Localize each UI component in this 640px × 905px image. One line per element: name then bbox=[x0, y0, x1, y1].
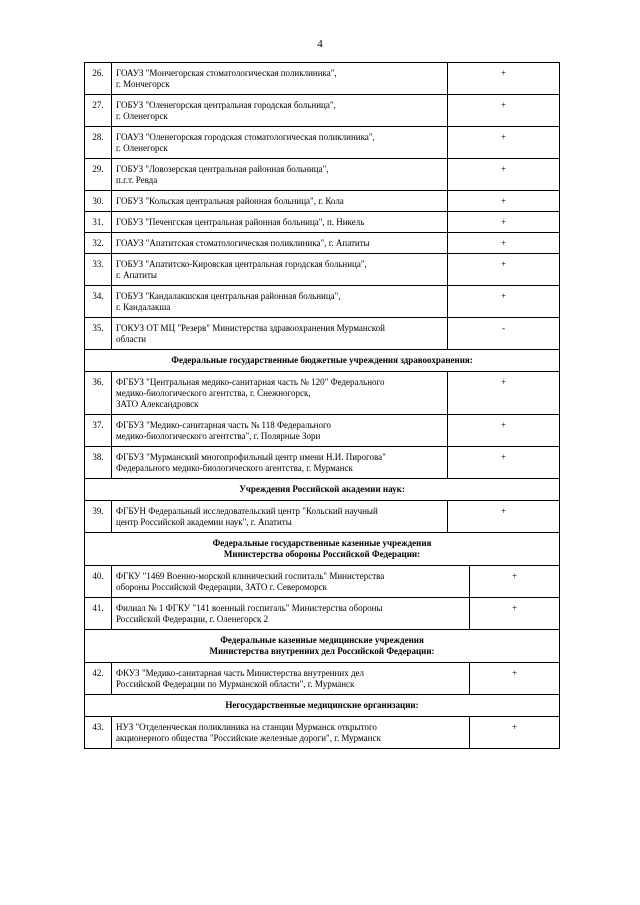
section-heading bbox=[85, 630, 560, 663]
table-row bbox=[85, 212, 560, 233]
text-line: Федерального медико-биологического агентства, г. Мурманск bbox=[116, 463, 353, 473]
text-line: ФГКУ "1469 Военно-морской клинический госпиталь" Министерства bbox=[116, 571, 385, 581]
section-heading bbox=[85, 695, 560, 717]
institution-name bbox=[112, 372, 448, 415]
text-line: ГОАУЗ "Оленегорская городская стоматологическая поликлиника", bbox=[116, 132, 375, 142]
institution-name bbox=[112, 254, 448, 286]
table-row bbox=[85, 447, 560, 479]
text-line: г. Апатиты bbox=[116, 270, 157, 280]
table-row bbox=[85, 159, 560, 191]
text-line: центр Российской академии наук", г. Апатиты bbox=[116, 517, 292, 527]
table-row bbox=[85, 286, 560, 318]
row-number: 36. bbox=[85, 372, 112, 415]
mark-cell: + bbox=[470, 717, 560, 749]
institution-name bbox=[112, 159, 448, 191]
institution-name bbox=[112, 212, 448, 233]
table-row bbox=[85, 415, 560, 447]
text-line: ГОБУЗ "Апатитско-Кировская центральная городская больница", bbox=[116, 259, 367, 269]
institution-name bbox=[112, 127, 448, 159]
institutions-table bbox=[84, 62, 560, 749]
institution-name bbox=[112, 566, 470, 598]
mark-cell: - bbox=[448, 318, 560, 350]
text-line: ГОКУЗ ОТ МЦ "Резерв" Министерства здравоохранения Мурманской bbox=[116, 323, 385, 333]
mark-cell: + bbox=[448, 447, 560, 479]
text-line: акционерного общества "Российские железные дороги", г. Мурманск bbox=[116, 733, 381, 743]
institution-name bbox=[112, 501, 448, 533]
mark-cell: + bbox=[448, 254, 560, 286]
institution-name bbox=[112, 63, 448, 95]
table-row bbox=[85, 318, 560, 350]
text-line: г. Оленегорск bbox=[116, 111, 168, 121]
text-line: Федеральные государственные бюджетные учреждения здравоохранения: bbox=[171, 355, 473, 365]
text-line: медико-биологического агентства", г. Полярные Зори bbox=[116, 431, 321, 441]
mark-cell: + bbox=[448, 501, 560, 533]
text-line: п.г.т. Ревда bbox=[116, 175, 158, 185]
row-number: 42. bbox=[85, 663, 112, 695]
text-line: ГОБУЗ "Печенгская центральная районная больница", п. Никель bbox=[116, 217, 365, 227]
institution-name bbox=[112, 233, 448, 254]
mark-cell: + bbox=[448, 286, 560, 318]
text-line: ГОБУЗ "Кольская центральная районная больница", г. Кола bbox=[116, 196, 344, 206]
text-line: НУЗ "Отделенческая поликлиника на станции Мурманск открытого bbox=[116, 722, 377, 732]
section-heading bbox=[85, 533, 560, 566]
institution-name bbox=[112, 663, 470, 695]
row-number: 32. bbox=[85, 233, 112, 254]
institution-name bbox=[112, 447, 448, 479]
row-number: 35. bbox=[85, 318, 112, 350]
table-row bbox=[85, 191, 560, 212]
mark-cell: + bbox=[470, 566, 560, 598]
row-number: 31. bbox=[85, 212, 112, 233]
text-line: медико-биологического агентства, г. Снежногорск, bbox=[116, 388, 311, 398]
section-heading bbox=[85, 479, 560, 501]
section-heading-row bbox=[85, 630, 560, 663]
mark-cell: + bbox=[448, 191, 560, 212]
text-line: ГОБУЗ "Ловозерская центральная районная больница", bbox=[116, 164, 329, 174]
text-line: Российской Федерации, г. Оленегорск 2 bbox=[116, 614, 269, 624]
text-line: Учреждения Российской академии наук: bbox=[239, 484, 405, 494]
text-line: г. Мончегорск bbox=[116, 79, 170, 89]
row-number: 43. bbox=[85, 717, 112, 749]
section-heading-row bbox=[85, 695, 560, 717]
text-line: ГОБУЗ "Кандалакшская центральная районная больница", bbox=[116, 291, 341, 301]
text-line: Министерства обороны Российской Федерации: bbox=[223, 549, 421, 559]
table-row bbox=[85, 501, 560, 533]
row-number: 27. bbox=[85, 95, 112, 127]
row-number: 28. bbox=[85, 127, 112, 159]
text-line: г. Оленегорск bbox=[116, 143, 168, 153]
institution-name bbox=[112, 95, 448, 127]
mark-cell: + bbox=[470, 663, 560, 695]
institution-name bbox=[112, 415, 448, 447]
text-line: ФКУЗ "Медико-санитарная часть Министерства внутренних дел bbox=[116, 668, 365, 678]
table-row bbox=[85, 372, 560, 415]
mark-cell: + bbox=[448, 127, 560, 159]
row-number: 40. bbox=[85, 566, 112, 598]
section-heading-row bbox=[85, 479, 560, 501]
section-heading-row bbox=[85, 533, 560, 566]
text-line: Федеральные государственные казенные учреждения bbox=[212, 538, 432, 548]
institution-name bbox=[112, 286, 448, 318]
text-line: ФГБУЗ "Мурманский многопрофильный центр имени Н.И. Пирогова" bbox=[116, 452, 386, 462]
text-line: Министерства внутренних дел Российской Федерации: bbox=[209, 646, 435, 656]
text-line: Федеральные казенные медицинские учреждения bbox=[220, 635, 424, 645]
row-number: 37. bbox=[85, 415, 112, 447]
row-number: 34. bbox=[85, 286, 112, 318]
institution-name bbox=[112, 318, 448, 350]
text-line: г. Кандалакша bbox=[116, 302, 171, 312]
institution-name bbox=[112, 717, 470, 749]
table-row bbox=[85, 63, 560, 95]
table-row bbox=[85, 717, 560, 749]
row-number: 38. bbox=[85, 447, 112, 479]
text-line: ГОАУЗ "Мончегорская стоматологическая поликлиника", bbox=[116, 68, 337, 78]
mark-cell: + bbox=[448, 212, 560, 233]
table-row bbox=[85, 127, 560, 159]
row-number: 26. bbox=[85, 63, 112, 95]
text-line: Филиал № 1 ФГКУ "141 военный госпиталь" Министерства обороны bbox=[116, 603, 383, 613]
mark-cell: + bbox=[448, 233, 560, 254]
row-number: 41. bbox=[85, 598, 112, 630]
text-line: области bbox=[116, 334, 147, 344]
mark-cell: + bbox=[448, 159, 560, 191]
text-line: Российской Федерации по Мурманской области", г. Мурманск bbox=[116, 679, 355, 689]
section-heading bbox=[85, 350, 560, 372]
row-number: 39. bbox=[85, 501, 112, 533]
table-row bbox=[85, 663, 560, 695]
mark-cell: + bbox=[448, 372, 560, 415]
text-line: ФГБУЗ "Центральная медико-санитарная часть № 120" Федерального bbox=[116, 377, 385, 387]
row-number: 30. bbox=[85, 191, 112, 212]
section-heading-row bbox=[85, 350, 560, 372]
table-row bbox=[85, 95, 560, 127]
row-number: 29. bbox=[85, 159, 112, 191]
table-row bbox=[85, 233, 560, 254]
mark-cell: + bbox=[448, 95, 560, 127]
text-line: ГОАУЗ "Апатитская стоматологическая поликлиника", г. Апатиты bbox=[116, 238, 370, 248]
text-line: ФГБУН Федеральный исследовательский центр "Кольский научный bbox=[116, 506, 378, 516]
text-line: обороны Российской Федерации, ЗАТО г. Североморск bbox=[116, 582, 328, 592]
institution-name bbox=[112, 191, 448, 212]
page-number: 4 bbox=[317, 38, 323, 50]
table-row bbox=[85, 598, 560, 630]
institution-name bbox=[112, 598, 470, 630]
mark-cell: + bbox=[470, 598, 560, 630]
text-line: Негосударственные медицинские организации: bbox=[225, 700, 419, 710]
text-line: ГОБУЗ "Оленегорская центральная городская больница", bbox=[116, 100, 336, 110]
mark-cell: + bbox=[448, 415, 560, 447]
table-row bbox=[85, 254, 560, 286]
text-line: ЗАТО Александровск bbox=[116, 399, 199, 409]
text-line: ФГБУЗ "Медико-санитарная часть № 118 Федерального bbox=[116, 420, 331, 430]
row-number: 33. bbox=[85, 254, 112, 286]
mark-cell: + bbox=[448, 63, 560, 95]
table-row bbox=[85, 566, 560, 598]
